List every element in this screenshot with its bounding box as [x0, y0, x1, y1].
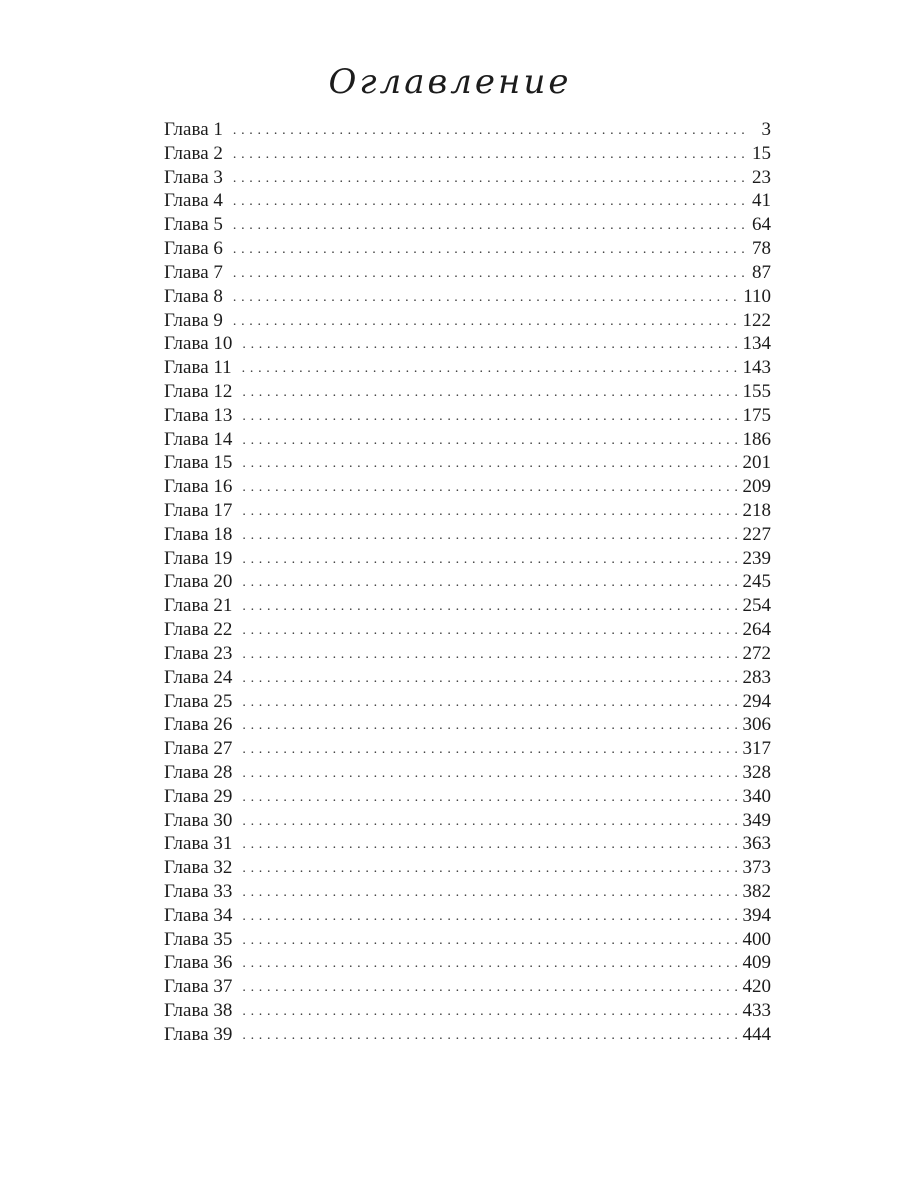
dot-leader [242, 738, 738, 762]
dot-leader [242, 881, 738, 905]
toc-entry-label: Глава 21 [164, 595, 233, 617]
toc-entry[interactable] [164, 951, 771, 975]
toc-entry-label: Глава 36 [164, 952, 233, 974]
dot-leader [233, 310, 739, 334]
toc-entry[interactable] [164, 737, 771, 761]
toc-entry[interactable] [164, 428, 771, 452]
toc-entry-label: Глава 26 [164, 714, 233, 736]
dot-leader [242, 524, 738, 548]
toc-entry-page-number: 433 [742, 1000, 771, 1022]
toc-entry-page-number: 382 [742, 881, 771, 902]
toc-entry[interactable] [164, 880, 771, 904]
dot-leader [242, 786, 738, 810]
dot-leader [242, 619, 738, 643]
dot-leader [242, 595, 738, 619]
toc-entry-page-number: 201 [742, 452, 771, 474]
toc-entry[interactable] [164, 690, 771, 714]
dot-leader [242, 405, 738, 429]
toc-entry-label: Глава 30 [164, 809, 233, 831]
toc-entry[interactable] [164, 261, 771, 285]
toc-entry-label: Глава 23 [164, 642, 233, 664]
toc-entry-label: Глава 11 [164, 357, 232, 379]
dot-leader [242, 857, 738, 881]
toc-entry-page-number: 134 [742, 333, 771, 355]
toc-entry[interactable] [164, 142, 771, 166]
dot-leader [242, 333, 738, 357]
toc-entry-label: Глава 6 [164, 238, 223, 260]
dot-leader [242, 905, 738, 929]
toc-entry[interactable] [164, 1023, 771, 1047]
toc-entry-label: Глава 10 [164, 333, 233, 355]
toc-entry-label: Глава 33 [164, 881, 233, 902]
toc-entry[interactable] [164, 118, 771, 142]
dot-leader [242, 1000, 738, 1024]
toc-entry-page-number: 155 [742, 380, 771, 402]
toc-entry[interactable] [164, 523, 771, 547]
dot-leader [242, 762, 738, 786]
dot-leader [242, 452, 738, 476]
dot-leader [242, 548, 738, 572]
toc-entry-label: Глава 39 [164, 1023, 233, 1045]
toc-entry-page-number: 294 [742, 690, 771, 712]
toc-list [164, 118, 771, 1047]
toc-entry[interactable] [164, 285, 771, 309]
dot-leader [242, 691, 738, 715]
toc-entry-label: Глава 17 [164, 500, 233, 521]
dot-leader [242, 976, 738, 1000]
toc-entry[interactable] [164, 547, 771, 571]
toc-entry-label: Глава 27 [164, 738, 233, 760]
toc-entry-label: Глава 4 [164, 190, 223, 212]
toc-entry-label: Глава 25 [164, 690, 233, 712]
toc-entry-label: Глава 18 [164, 523, 233, 545]
toc-entry-page-number: 15 [752, 142, 771, 164]
toc-entry-page-number: 340 [742, 785, 771, 807]
toc-entry-label: Глава 29 [164, 785, 233, 807]
page-title: Оглавление [328, 62, 572, 102]
toc-entry-page-number: 3 [761, 119, 771, 140]
toc-entry-label: Глава 15 [164, 452, 233, 474]
dot-leader [242, 500, 738, 524]
toc-entry[interactable] [164, 856, 771, 880]
toc-entry-page-number: 373 [742, 857, 771, 879]
toc-entry-label: Глава 2 [164, 142, 223, 164]
toc-entry-page-number: 143 [742, 357, 771, 379]
toc-entry-label: Глава 34 [164, 904, 233, 926]
dot-leader [242, 643, 738, 667]
toc-entry[interactable] [164, 975, 771, 999]
toc-entry-page-number: 420 [742, 976, 771, 998]
dot-leader [242, 667, 738, 691]
toc-entry-page-number: 254 [742, 595, 771, 617]
toc-entry-label: Глава 3 [164, 166, 223, 188]
toc-entry[interactable] [164, 594, 771, 618]
toc-entry-page-number: 444 [742, 1023, 771, 1045]
toc-entry-label: Глава 7 [164, 261, 223, 283]
dot-leader [242, 929, 738, 953]
toc-entry-page-number: 218 [742, 500, 771, 521]
toc-entry[interactable] [164, 618, 771, 642]
toc-entry-page-number: 264 [742, 619, 771, 641]
toc-entry[interactable] [164, 380, 771, 404]
toc-entry-page-number: 239 [742, 547, 771, 569]
toc-entry[interactable] [164, 642, 771, 666]
toc-entry-label: Глава 1 [164, 119, 223, 140]
toc-entry[interactable] [164, 904, 771, 928]
toc-entry-label: Глава 12 [164, 380, 233, 402]
dot-leader [242, 952, 738, 976]
toc-entry-label: Глава 31 [164, 833, 233, 855]
toc-entry[interactable] [164, 237, 771, 261]
dot-leader [242, 381, 738, 405]
toc-entry[interactable] [164, 404, 771, 428]
toc-entry-page-number: 64 [752, 214, 771, 236]
toc-entry[interactable] [164, 785, 771, 809]
toc-entry-page-number: 272 [742, 642, 771, 664]
toc-entry-page-number: 328 [742, 761, 771, 783]
toc-entry-page-number: 245 [742, 571, 771, 593]
toc-entry-label: Глава 32 [164, 857, 233, 879]
toc-entry-label: Глава 14 [164, 428, 233, 450]
toc-entry[interactable] [164, 928, 771, 952]
toc-entry[interactable] [164, 475, 771, 499]
toc-entry-label: Глава 38 [164, 1000, 233, 1022]
dot-leader [233, 286, 739, 310]
toc-entry-page-number: 41 [752, 190, 771, 212]
toc-entry[interactable] [164, 451, 771, 475]
toc-entry-page-number: 409 [742, 952, 771, 974]
toc-entry[interactable] [164, 570, 771, 594]
toc-entry[interactable] [164, 832, 771, 856]
dot-leader [233, 238, 745, 262]
dot-leader [242, 1024, 738, 1048]
toc-entry[interactable] [164, 356, 771, 380]
toc-entry-page-number: 363 [742, 833, 771, 855]
dot-leader [242, 571, 738, 595]
toc-entry-page-number: 227 [742, 523, 771, 545]
toc-entry-page-number: 110 [743, 285, 771, 307]
dot-leader [233, 119, 745, 143]
toc-entry-page-number: 306 [742, 714, 771, 736]
toc-entry-page-number: 186 [742, 428, 771, 450]
dot-leader [233, 190, 745, 214]
dot-leader [242, 833, 738, 857]
toc-entry-page-number: 317 [742, 738, 771, 760]
toc-entry-label: Глава 5 [164, 214, 223, 236]
toc-entry[interactable] [164, 166, 771, 190]
toc-entry[interactable] [164, 713, 771, 737]
toc-entry-label: Глава 8 [164, 285, 223, 307]
toc-entry-page-number: 23 [752, 166, 771, 188]
dot-leader [242, 810, 738, 834]
toc-entry-label: Глава 16 [164, 476, 233, 498]
toc-entry-label: Глава 19 [164, 547, 233, 569]
dot-leader [242, 429, 738, 453]
toc-entry-page-number: 122 [742, 309, 771, 331]
toc-entry[interactable] [164, 332, 771, 356]
toc-entry-label: Глава 20 [164, 571, 233, 593]
toc-entry-page-number: 400 [742, 928, 771, 950]
toc-entry[interactable] [164, 213, 771, 237]
toc-entry[interactable] [164, 309, 771, 333]
toc-entry[interactable] [164, 499, 771, 523]
toc-entry-page-number: 78 [752, 238, 771, 260]
toc-entry-label: Глава 13 [164, 404, 233, 426]
toc-entry-label: Глава 37 [164, 976, 233, 998]
toc-entry-page-number: 175 [742, 404, 771, 426]
dot-leader [233, 262, 745, 286]
toc-entry[interactable] [164, 761, 771, 785]
toc-entry-label: Глава 22 [164, 619, 233, 641]
toc-entry[interactable] [164, 809, 771, 833]
dot-leader [242, 476, 738, 500]
toc-entry-page-number: 87 [752, 261, 771, 283]
dot-leader [242, 714, 738, 738]
dot-leader [233, 214, 745, 238]
toc-entry-label: Глава 35 [164, 928, 233, 950]
toc-entry[interactable] [164, 189, 771, 213]
toc-entry-page-number: 349 [742, 809, 771, 831]
toc-entry[interactable] [164, 666, 771, 690]
toc-entry-label: Глава 9 [164, 309, 223, 331]
toc-entry[interactable] [164, 999, 771, 1023]
toc-entry-page-number: 394 [742, 904, 771, 926]
dot-leader [233, 167, 745, 191]
toc-entry-page-number: 283 [742, 666, 771, 688]
dot-leader [242, 357, 739, 381]
dot-leader [233, 143, 745, 167]
toc-entry-page-number: 209 [742, 476, 771, 498]
toc-entry-label: Глава 28 [164, 761, 233, 783]
toc-entry-label: Глава 24 [164, 666, 233, 688]
